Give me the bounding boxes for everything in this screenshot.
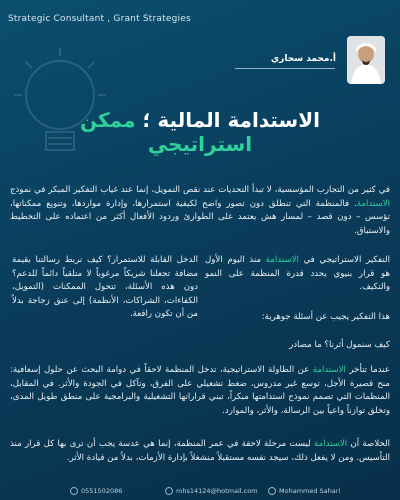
p5-highlight: الاستدامة bbox=[312, 365, 346, 375]
p2-text-after: منذ اليوم الأول هو قرار بنيوي يحدد قدرة المنظمة على النمو والتكيف. bbox=[205, 255, 390, 293]
footer-linkedin-text: Mohammed Sahari bbox=[279, 487, 341, 495]
paragraph-questions: هذا التفكير يجيب عن أسئلة جوهرية: bbox=[261, 312, 390, 322]
paragraph-delay bbox=[10, 364, 390, 418]
phone-icon bbox=[70, 487, 78, 495]
footer-email-text: mhs14124@hotmail.com bbox=[176, 487, 258, 495]
paragraph-intro bbox=[10, 184, 390, 238]
footer-phone-text: 0551502086 bbox=[81, 487, 123, 495]
paragraph-conclusion bbox=[10, 438, 390, 465]
p5-text-after: عن الطاولة الاستراتيجية، تدخل المنظمة لاحقاً في دوامة البحث عن حلول إسعافية: منح قصيرة الأجل، توسع غير مدروس، ضغط تشغيلي على الفرق، وتآكل في الجودة والأثر. في المقابل، المنظمات التي تصمم نموذج استدامتها مبكراً، تبني قراراتها التشغيلية والبرامجية على منطق طويل المدى، وتخلق توازناً واعياً بين الرسالة، والأثر، والموارد. bbox=[10, 365, 390, 416]
author-avatar bbox=[347, 36, 385, 84]
page-title bbox=[60, 108, 340, 156]
title-accent: ممكن استراتيجي bbox=[80, 108, 253, 156]
p6-text-after: ليست مرحلة لاحقة في عمر المنظمة، إنما هي عدسة يجب أن ترى بها كل قرار منذ التأسيس. ومن لا يفعل ذلك، سيجد نفسه مستقبلاً منشغلاً بإدارة الأزمات، بدلاً من قيادة الأثر. bbox=[10, 439, 390, 463]
p5-text-before: عندما تتأخر bbox=[345, 365, 390, 375]
author-name: أ.محمد سحاري bbox=[270, 54, 336, 64]
p1-highlight: الاستدامة bbox=[356, 198, 390, 209]
paragraph-income-questions: الدخل القابلة للاستمرار؟ كيف نربط رسالتنا بقيمة مضافة تجعلنا شريكاً مرغوباً لا متلقياً دائماً للدعم؟ دون هذه الأسئلة، تتحول الممكنات (التمويل، الكفاءات، الشراكات، الأنظمة) إلى عنق زجاجة بدلاً من أن تكون رافعة. bbox=[12, 255, 198, 320]
p2-text-before: التفكير الاستراتيجي في bbox=[298, 255, 390, 265]
author-divider bbox=[235, 68, 335, 69]
header-tagline: Strategic Consultant , Grant Strategies bbox=[8, 14, 191, 24]
paragraph-strategic bbox=[205, 254, 390, 295]
p1-text-after: . فالمنظمة التي تنطلق دون تصور واضح لكيفية استمرارها، وإدارة مواردها، وتنويع ممكناتها، تؤسس – دون قصد – لمسار هش يعتمد على الطوارئ وردود الأفعال أكثر من اعتماده على التخطيط والاستباق. bbox=[10, 198, 390, 236]
footer-email[interactable] bbox=[165, 487, 258, 495]
footer-linkedin[interactable] bbox=[268, 487, 340, 495]
title-main: الاستدامة المالية ؛ bbox=[142, 108, 320, 132]
footer-phone[interactable] bbox=[70, 487, 122, 495]
footer bbox=[0, 482, 400, 500]
paragraph-funding-question: كيف سنمول أثرنا؟ ما مصادر bbox=[289, 340, 390, 350]
email-icon bbox=[165, 487, 173, 495]
p1-text-before: في كثير من التجارب المؤسسية، لا تبدأ التحديات عند نقص التمويل، إنما عند غياب التفكير المبكر في نموذج bbox=[10, 185, 390, 195]
p2-highlight: الاستدامة bbox=[265, 255, 299, 265]
p6-text-before: الخلاصة أن bbox=[347, 439, 390, 449]
p6-highlight: الاستدامة bbox=[313, 439, 348, 449]
linkedin-icon bbox=[268, 487, 276, 495]
